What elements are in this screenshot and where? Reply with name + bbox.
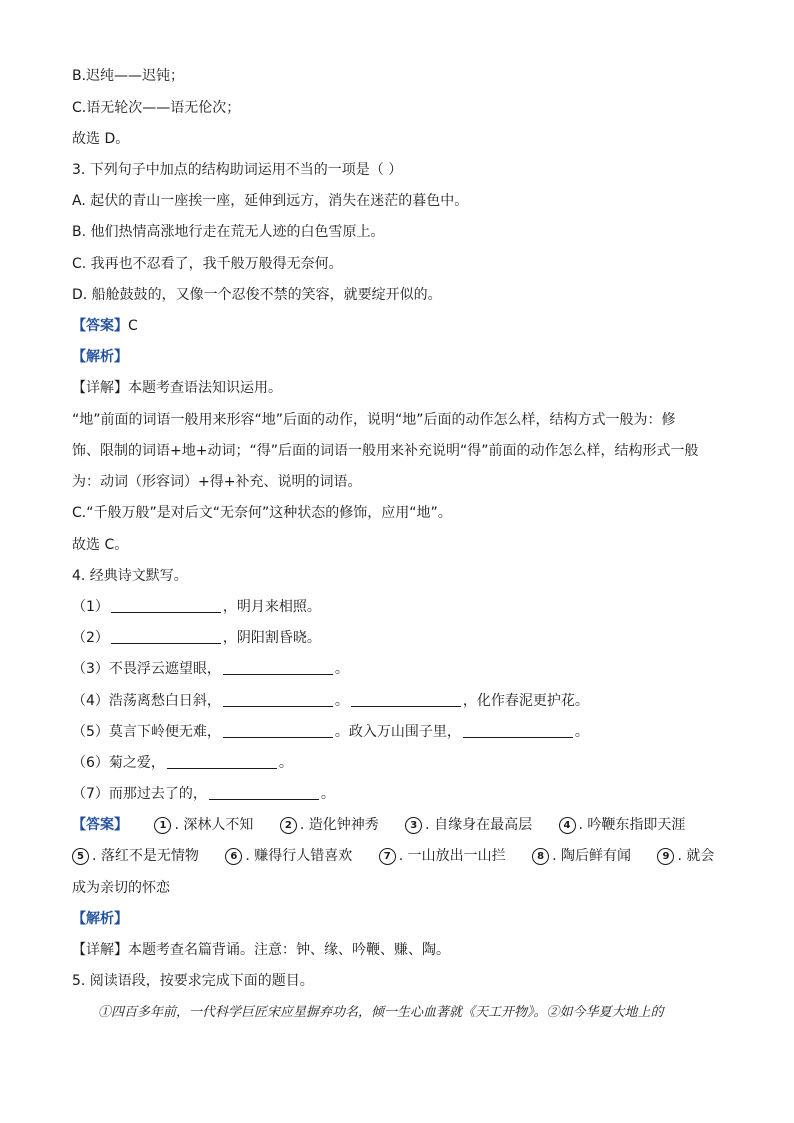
detail-4 xyxy=(72,940,450,960)
fill-item-3 xyxy=(72,659,349,679)
text-line: C.“千般万般”是对后文“无奈何”这种状态的修饰，应用“地”。 xyxy=(72,505,452,521)
analysis-3 xyxy=(72,347,128,367)
fill-item-6 xyxy=(72,753,293,773)
circled-number-icon: 7 xyxy=(379,848,396,865)
fill-item-2 xyxy=(72,628,321,648)
fill-item-4 xyxy=(72,691,589,711)
item-number: （2） xyxy=(72,630,109,646)
text-line: 饰、限制的词语+地+动词；“得”后面的词语一般用来补充说明“得”前面的动作怎么样，结构形式一般 xyxy=(72,443,699,459)
text-line: C.语无轮次——语无伦次； xyxy=(72,100,241,116)
text-line: 为：动词（形容词）+得+补充、说明的词语。 xyxy=(72,474,362,490)
option-b: B. 他们热情高涨地行走在荒无人迹的白色雪原上。 xyxy=(72,224,385,240)
item-text: ，明月来相照。 xyxy=(222,599,321,615)
text-line: 故选 C。 xyxy=(72,537,129,553)
item-text: （6）菊之爱， xyxy=(72,755,165,771)
detail-text: 本题考查语法知识运用。 xyxy=(128,380,282,396)
answer-blank[interactable] xyxy=(223,723,333,738)
answer-item: 8 . 陶后鲜有闻 xyxy=(532,848,631,864)
item-text: 。 xyxy=(320,786,335,802)
answer-4-row-2 xyxy=(72,846,714,866)
answer-item: 3 . 自缘身在最高层 xyxy=(405,817,532,833)
text-line: B.迟纯——迟钝； xyxy=(72,68,185,84)
circled-number-icon: 1 xyxy=(154,817,171,834)
text-line: “地”前面的词语一般用来形容“地”后面的动作，说明“地”后面的动作怎么样，结构方式一般为：修 xyxy=(72,412,676,428)
item-text: （5）莫言下岭便无难， xyxy=(72,724,221,740)
answer-item: 7 . 一山放出一山拦 xyxy=(379,848,506,864)
circled-number-icon: 3 xyxy=(405,817,422,834)
fill-item-7 xyxy=(72,784,335,804)
answer-blank[interactable] xyxy=(111,598,221,613)
option-c: C. 我再也不忍看了，我千般万般得无奈何。 xyxy=(72,256,343,272)
detail-text: 本题考查名篇背诵。注意：钟、缘、吟鞭、赚、陶。 xyxy=(128,942,450,958)
analysis-tag: 【解析】 xyxy=(72,911,128,927)
answer-item: 5 . 落红不是无情物 xyxy=(72,848,199,864)
text-line: 故选 D。 xyxy=(72,131,130,147)
answer-blank[interactable] xyxy=(463,723,573,738)
item-text: 。 xyxy=(334,661,349,677)
answer-item: 4 . 吟鞭东指即天涯 xyxy=(559,817,686,833)
question-5-title: 5. 阅读语段，按要求完成下面的题目。 xyxy=(72,973,314,989)
detail-tag: 【详解】 xyxy=(72,380,128,396)
fill-item-5 xyxy=(72,722,589,742)
item-text: 。 xyxy=(278,755,293,771)
answer-item: 2 . 造化钟神秀 xyxy=(280,817,379,833)
answer-tag: 【答案】 xyxy=(72,318,128,334)
answer-4-row-3: 成为亲切的怀恋 xyxy=(72,880,170,896)
answer-blank[interactable] xyxy=(351,692,461,707)
answer-tag: 【答案】 xyxy=(72,817,128,833)
answer-value: C xyxy=(128,318,138,334)
answer-item: 6 . 赚得行人错喜欢 xyxy=(225,848,352,864)
answer-item: 1 . 深林人不知 xyxy=(154,817,253,833)
answer-item: 9 . 就会 xyxy=(657,848,714,864)
item-text: 。 xyxy=(574,724,589,740)
answer-blank[interactable] xyxy=(111,629,221,644)
circled-number-icon: 6 xyxy=(225,848,242,865)
option-d: D. 船舱鼓鼓的，又像一个忍俊不禁的笑容，就要绽开似的。 xyxy=(72,287,442,303)
fill-item-1 xyxy=(72,597,321,617)
item-text: 。 xyxy=(334,693,349,709)
circled-number-icon: 8 xyxy=(532,848,549,865)
analysis-tag: 【解析】 xyxy=(72,349,128,365)
item-text: 。政入万山围子里， xyxy=(334,724,461,740)
question-4-title: 4. 经典诗文默写。 xyxy=(72,568,188,584)
item-text: （7）而那过去了的， xyxy=(72,786,207,802)
option-a: A. 起伏的青山一座挨一座，延伸到远方，消失在迷茫的暮色中。 xyxy=(72,193,469,209)
detail-3 xyxy=(72,378,282,398)
item-text: （3）不畏浮云遮望眼， xyxy=(72,661,221,677)
answer-blank[interactable] xyxy=(223,692,333,707)
question-3-title: 3. 下列句子中加点的结构助词运用不当的一项是（ ） xyxy=(72,162,403,178)
item-text: （4）浩荡离愁白日斜， xyxy=(72,693,221,709)
answer-blank[interactable] xyxy=(223,660,333,675)
circled-number-icon: 4 xyxy=(559,817,576,834)
answer-3 xyxy=(72,316,138,336)
circled-number-icon: 2 xyxy=(280,817,297,834)
analysis-4 xyxy=(72,909,128,929)
item-number: （1） xyxy=(72,599,109,615)
item-text: ，阴阳割昏晓。 xyxy=(222,630,321,646)
answer-blank[interactable] xyxy=(167,754,277,769)
detail-tag: 【详解】 xyxy=(72,942,128,958)
answer-4-row-1 xyxy=(72,815,685,835)
circled-number-icon: 9 xyxy=(657,848,674,865)
circled-number-icon: 5 xyxy=(72,848,89,865)
answer-blank[interactable] xyxy=(209,785,319,800)
item-text: ，化作春泥更护花。 xyxy=(462,693,589,709)
reading-passage: ①四百多年前，一代科学巨匠宋应星摒弃功名，倾一生心血著就《天工开物》。②如今华夏大地上的 xyxy=(98,1005,664,1020)
